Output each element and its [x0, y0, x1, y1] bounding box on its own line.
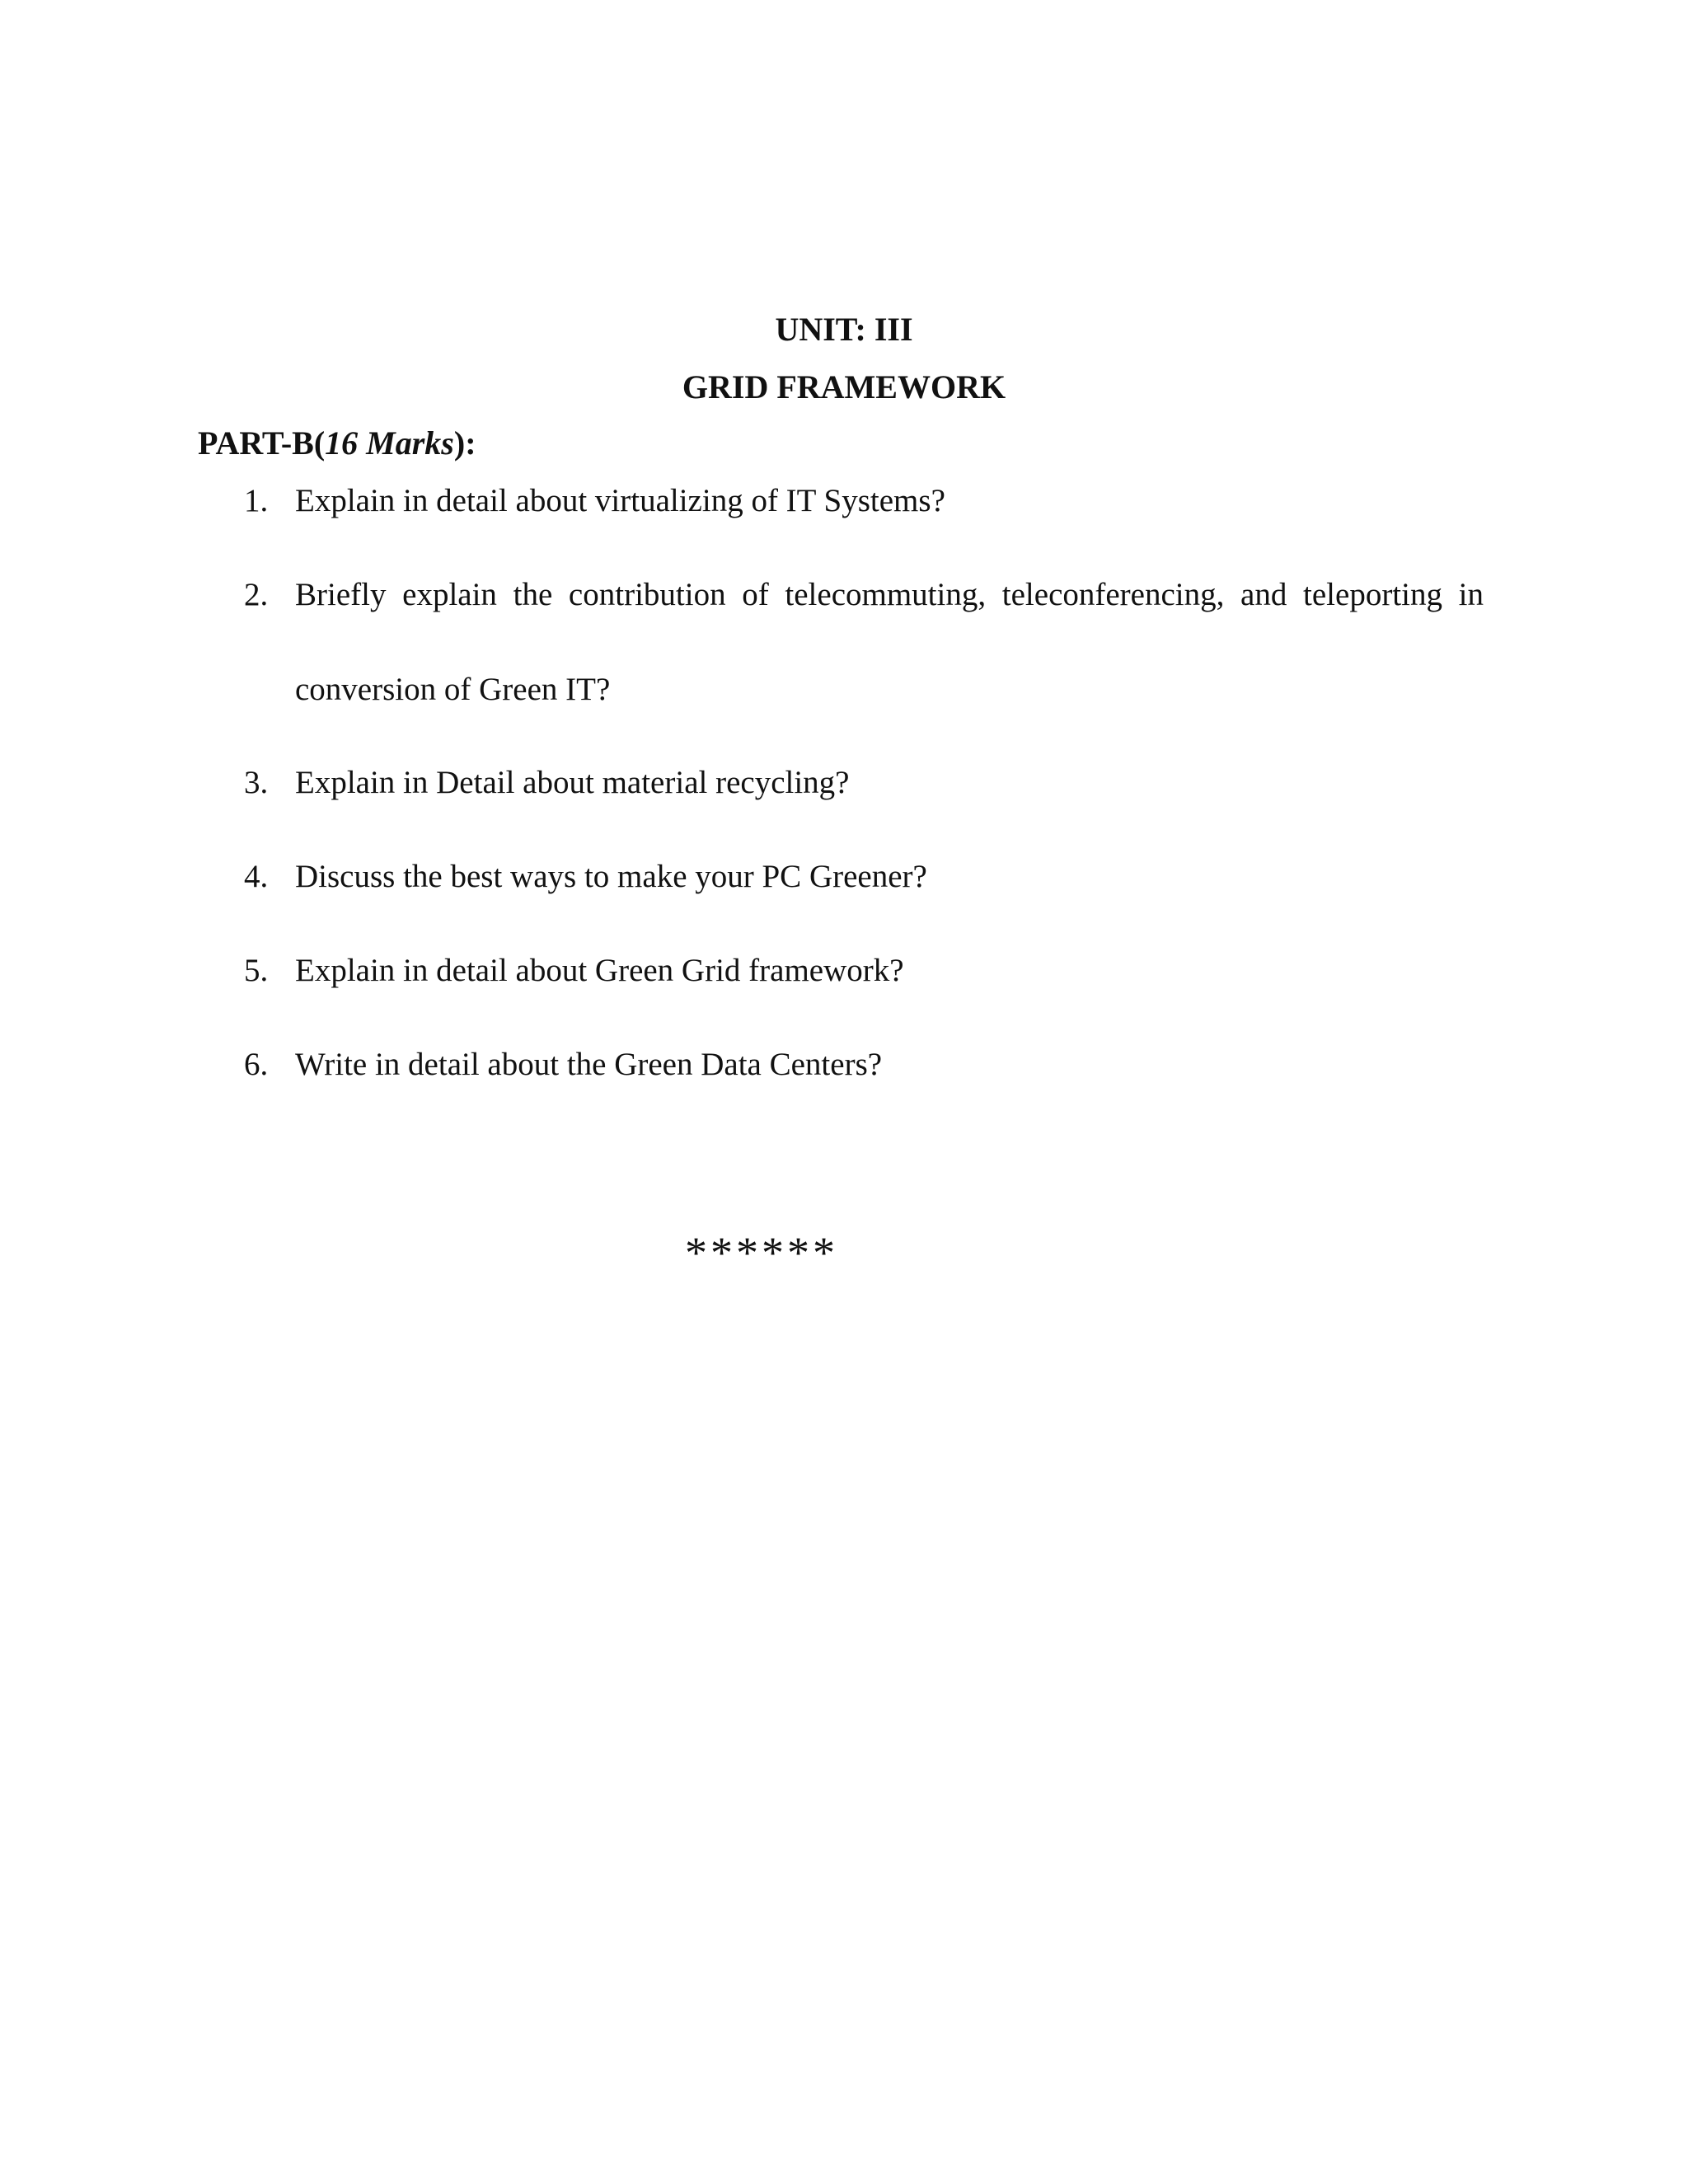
- unit-title: UNIT: III: [775, 311, 913, 348]
- part-heading-suffix: ):: [453, 424, 476, 462]
- question-number: 6.: [244, 1047, 269, 1082]
- part-heading-prefix: PART-B(: [198, 424, 326, 462]
- unit-subtitle: GRID FRAMEWORK: [682, 368, 1006, 405]
- part-heading: [198, 420, 476, 466]
- question-number: 3.: [244, 765, 269, 800]
- question-text: Write in detail about the Green Data Centers?: [295, 1047, 883, 1082]
- question-number: 2.: [244, 577, 269, 612]
- question-text: Explain in Detail about material recycling?: [295, 765, 850, 800]
- question-text: Explain in detail about Green Grid framework?: [295, 953, 904, 988]
- question-number: 1.: [244, 483, 269, 518]
- question-text: Discuss the best ways to make your PC Greener?: [295, 859, 927, 894]
- question-number: 5.: [244, 953, 269, 988]
- end-separator: ******: [685, 1228, 838, 1277]
- part-heading-marks: 16 Marks: [325, 424, 454, 462]
- question-number: 4.: [244, 859, 269, 894]
- question-text: Explain in detail about virtualizing of IT Systems?: [295, 483, 945, 518]
- question-text: Briefly explain the contribution of telecommuting, teleconferencing, and teleporting in conversion of Green IT?: [295, 577, 1484, 707]
